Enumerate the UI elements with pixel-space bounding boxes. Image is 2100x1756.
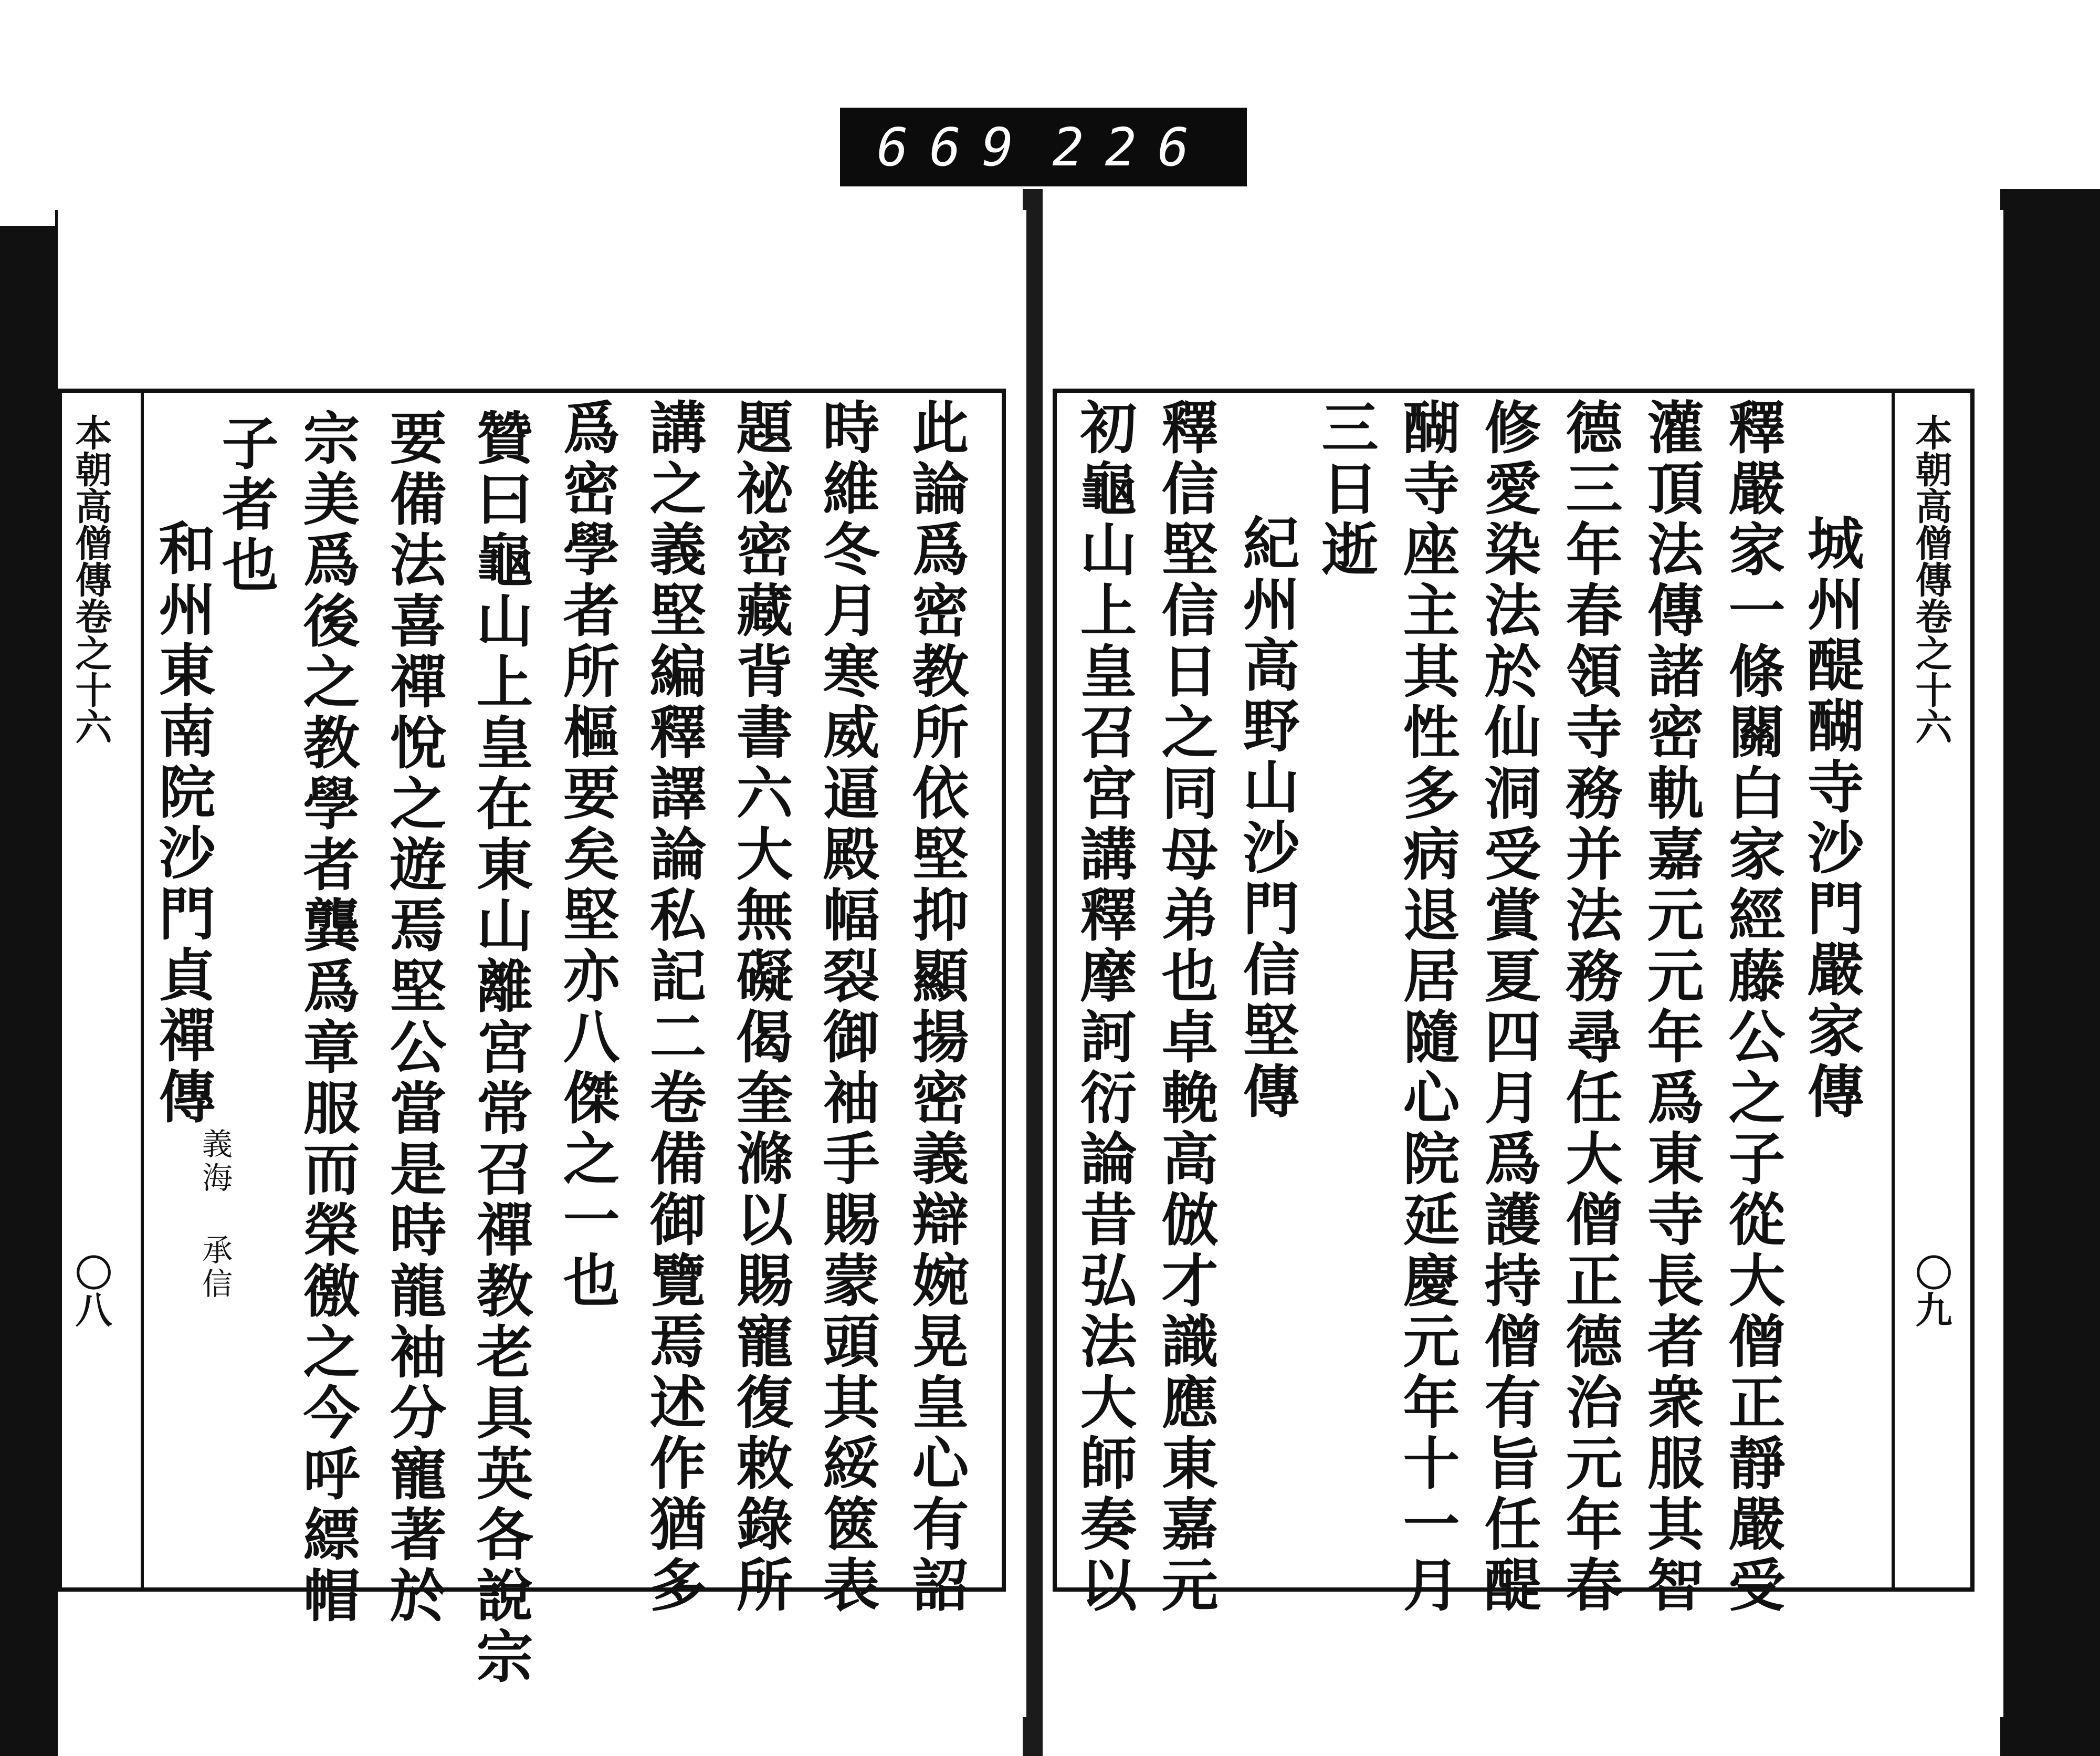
left-column-6: 贊曰龜山上皇在東山離宮常召禪教老具英各說宗: [467, 409, 533, 1688]
label-left-number: 669: [877, 116, 1035, 178]
right-column-8: 紀州高野山沙門信堅傳: [1233, 514, 1299, 1123]
left-margin-folio: 〇八: [69, 1254, 113, 1328]
left-column-2: 時維冬月寒威逼殿幅裂御袖手賜蒙頭其綏篋表: [813, 398, 879, 1616]
right-column-9: 釋信堅信日之同母弟也卓輓高倣才識應東嘉元: [1152, 398, 1218, 1616]
right-column-5: 修愛染法於仙洞受賞夏四月爲護持僧有旨任醍: [1475, 398, 1541, 1616]
right-column-4: 德三年春領寺務并法務尋任大僧正德治元年春: [1556, 398, 1622, 1616]
right-column-1: 城州醍醐寺沙門嚴家傳: [1798, 514, 1864, 1123]
right-column-7: 三日逝: [1312, 398, 1378, 581]
left-column-3: 題祕密藏背書六大無礙偈奎滌以賜寵復敕錄所: [727, 398, 793, 1616]
right-text-frame: [1053, 389, 1975, 1616]
left-column-5: 爲密學者所樞要矣堅亦八傑之一也: [553, 398, 620, 1312]
label-right-number: 226: [1052, 116, 1210, 178]
left-column-9: 子者也: [212, 414, 278, 597]
left-text-frame: [58, 389, 1006, 1688]
right-column-3: 灌頂法傳諸密軌嘉元元年爲東寺長者衆服其智: [1637, 398, 1704, 1616]
left-column-7: 要備法喜禪悅之遊焉堅公當是時龍袖分寵著於: [380, 409, 446, 1627]
catalog-label: [840, 108, 1247, 186]
right-margin-title: 本朝高僧傳卷之十六: [1909, 414, 1953, 745]
right-column-2: 釋嚴家一條關白家經藤公之子從大僧正靜嚴受: [1719, 398, 1785, 1616]
left-note: 義海 承信: [197, 1128, 233, 1301]
left-column-4: 講之義堅編釋譯論私記二卷備御覽焉述作猶多: [640, 398, 706, 1616]
left-margin-rule: [141, 393, 144, 1587]
left-column-1: 此論爲密教所依堅抑顯揚密義辯婉晃皇心有詔: [902, 398, 969, 1616]
left-margin-title: 本朝高僧傳卷之十六: [69, 414, 113, 745]
right-margin-folio: 〇九: [1909, 1254, 1953, 1328]
book-edge-left: [0, 226, 58, 1756]
left-column-10: 和州東南院沙門貞禪傳: [149, 519, 215, 1128]
right-column-10: 初龜山上皇召宮講釋摩訶衍論昔弘法大師奏以: [1070, 398, 1137, 1616]
right-column-6: 醐寺座主其性多病退居隨心院延慶元年十一月: [1393, 398, 1460, 1616]
left-column-8: 宗美爲後之教學者龔爲章服而榮徼之今呼縹帽: [293, 409, 360, 1627]
right-margin-rule: [1892, 393, 1895, 1587]
book-edge-right: [2000, 189, 2100, 1756]
